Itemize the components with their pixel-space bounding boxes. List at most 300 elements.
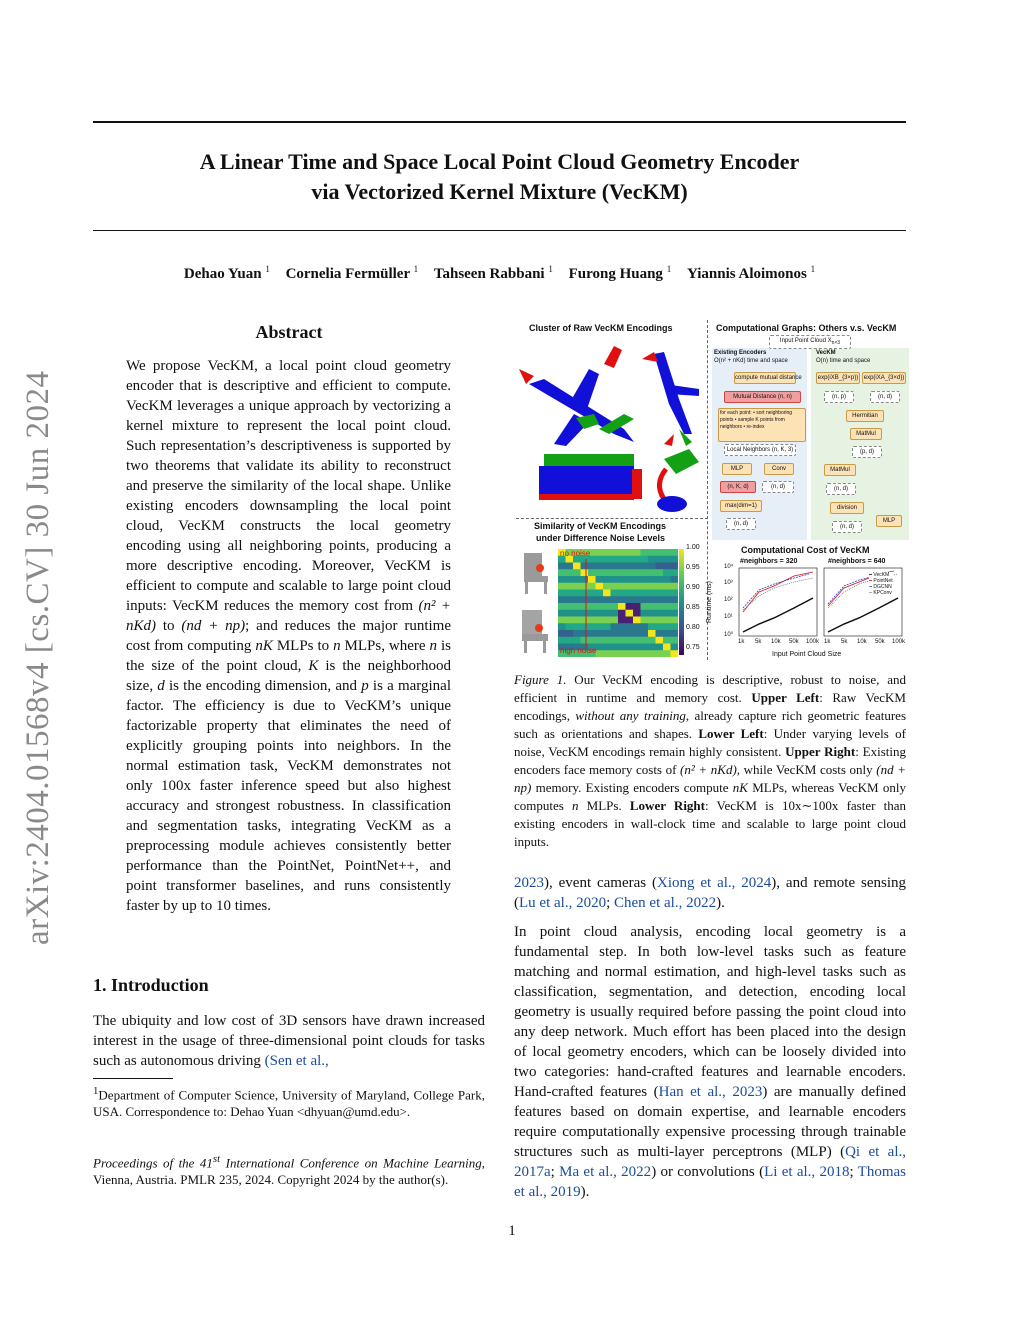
heatmap-cell (558, 623, 566, 630)
mlp-op-v: MLP (876, 515, 902, 527)
heatmap-cell (633, 556, 641, 563)
heatmap-cell (573, 637, 581, 644)
heatmap-cell (663, 617, 671, 624)
heatmap-cell (633, 630, 641, 637)
footnote-affiliation: $^1$Department of Computer Science, University of Maryland, College Park, USA. Correspondence to: Dehao Yuan <dhyuan@umd.edu>. (93, 1085, 485, 1120)
nd-output: (n, d) (726, 518, 756, 530)
heatmap-cell (618, 630, 626, 637)
footnote-proceedings: Proceedings of the 41st International Conference on Machine Learning, Vienna, Austria. PMLR 235, 2024. Copyright 2024 by the author(s). (93, 1153, 485, 1188)
heatmap-cell (611, 650, 619, 657)
heatmap-cell (618, 603, 626, 610)
heatmap-cell (566, 623, 574, 630)
heatmap-cell (588, 590, 596, 597)
heatmap-cell (618, 549, 626, 556)
heatmap-cell (558, 637, 566, 644)
heatmap-cell (581, 590, 589, 597)
heatmap-cell (611, 583, 619, 590)
local-neighbors-tensor: Local Neighbors (n, K, 3) (724, 444, 796, 456)
colorbar (679, 549, 684, 655)
nd-tensor: (n, d) (762, 481, 794, 493)
x-tick: 1k (738, 639, 745, 645)
heatmap-cell (641, 563, 649, 570)
heatmap-cell (671, 549, 679, 556)
heatmap-cell (558, 563, 566, 570)
citation-link[interactable]: Thomas et al., 2019 (514, 1164, 906, 1200)
title-line-2: via Vectorized Kernel Mixture (VecKM) (311, 179, 688, 204)
lower-left-title-1: Similarity of VecKM Encodings (534, 521, 667, 531)
heatmap-cell (648, 556, 656, 563)
panel-1 (739, 568, 817, 636)
heatmap-cell (596, 563, 604, 570)
right-paragraph-2: In point cloud analysis, encoding local geometry is a fundamental step. In both low-level tasks such as feature matching and normal estimation, and high-level tasks such as classification, segmentation, and detection, encoding local geometry is usually required before passing the point cloud into any deep network. Much effort has been placed into the design of local geometry encoders, which can be loosely divided into two categories: hand-crafted features and learnable encoders. Hand-crafted features (Han et al., 2023) are manually defined features based on domain expertise, and learnable encoders require computationally expensive processing through trainable structures such as multi-layer perceptrons (MLP) (Qi et al., 2017a; Ma et al., 2022) or convolutions (Li et al., 2018; Thomas et al., 2019). (514, 924, 907, 1200)
heatmap-cell (626, 576, 634, 583)
heatmap-cell (641, 637, 649, 644)
heatmap-cell (573, 617, 581, 624)
matmul-op-2: MatMul (824, 464, 856, 476)
colorbar-tick: 0.80 (686, 624, 700, 631)
heatmap-cell (626, 650, 634, 657)
matmul-op: MatMul (850, 428, 882, 440)
heatmap-cell (663, 637, 671, 644)
heatmap-cell (656, 563, 664, 570)
no-noise-label: no noise (560, 549, 591, 558)
series-veckm (743, 598, 813, 632)
heatmap-cell (611, 610, 619, 617)
x-tick: 5k (755, 639, 762, 645)
nkd-tensor: (n, K, d) (720, 481, 756, 493)
heatmap-cell (581, 603, 589, 610)
heatmap-cell (641, 650, 649, 657)
heatmap-cell (618, 650, 626, 657)
heatmap-cell (611, 590, 619, 597)
arxiv-watermark: arXiv:2404.01568v4 [cs.CV] 30 Jun 2024 (20, 370, 56, 945)
citation-link[interactable]: Han et al., 2023 (658, 1084, 763, 1100)
x-tick: 50k (789, 639, 799, 645)
heatmap-cell (566, 617, 574, 624)
heatmap-cell (633, 603, 641, 610)
heatmap-cell (558, 576, 566, 583)
heatmap-cell (603, 630, 611, 637)
query-point-marker-1 (536, 564, 544, 572)
heatmap-cell (641, 644, 649, 651)
citation-link[interactable]: Xiong et al., 2024 (657, 875, 772, 891)
heatmap-cell (618, 556, 626, 563)
heatmap-cell (641, 569, 649, 576)
heatmap-cell (656, 569, 664, 576)
heatmap-cell (656, 583, 664, 590)
author: Cornelia Fermüller $^1$ (285, 264, 419, 282)
heatmap-cell (558, 596, 566, 603)
right-paragraph-1: 2023), event cameras (Xiong et al., 2024), and remote sensing (Lu et al., 2020; Chen et al., 2022). (514, 875, 906, 911)
heatmap-cell (581, 610, 589, 617)
heatmap-cell (573, 610, 581, 617)
heatmap-cell (663, 576, 671, 583)
citation-link[interactable]: Lu et al., 2020 (519, 895, 607, 911)
heatmap-cell (626, 549, 634, 556)
author-list (93, 264, 906, 283)
heatmap-cell (611, 596, 619, 603)
heatmap-cell (656, 596, 664, 603)
title-line-1: A Linear Time and Space Local Point Cloud Geometry Encoder (199, 149, 800, 174)
airplane-shape-1 (519, 346, 634, 446)
heatmap-cell (611, 617, 619, 624)
heatmap-cell (656, 623, 664, 630)
heatmap-cell (671, 569, 679, 576)
series-veckm (828, 598, 898, 632)
y-tick: 10⁰ (724, 632, 734, 638)
heatmap-cell (641, 630, 649, 637)
heatmap-cell (581, 637, 589, 644)
exp-b-op: exp(iXB_{3×p}) (816, 372, 860, 384)
author: Furong Huang $^1$ (568, 264, 672, 282)
heatmap-cell (671, 617, 679, 624)
chart-legend (869, 572, 893, 596)
heatmap-cell (566, 590, 574, 597)
x-tick: 1k (824, 639, 831, 645)
heatmap-cell (611, 623, 619, 630)
heatmap-cell (633, 610, 641, 617)
heatmap-cell (641, 590, 649, 597)
heatmap-cell (596, 644, 604, 651)
heatmap-cell (626, 630, 634, 637)
colorbar-tick: 0.85 (686, 604, 700, 611)
heatmap-cell (656, 637, 664, 644)
heatmap-cell (626, 623, 634, 630)
heatmap-cell (618, 637, 626, 644)
heatmap-cell (663, 590, 671, 597)
heatmap-cell (573, 623, 581, 630)
legend-entry: ┅ KPConv (869, 590, 892, 596)
heatmap-cell (656, 630, 664, 637)
heatmap-cell (611, 549, 619, 556)
existing-cost: O(n² + nKd) time and space (714, 358, 788, 364)
heatmap-cell (618, 617, 626, 624)
heatmap-cell (603, 556, 611, 563)
heatmap-cell (648, 549, 656, 556)
heatmap-cell (566, 576, 574, 583)
heatmap-cell (633, 583, 641, 590)
heatmap-cell (596, 576, 604, 583)
heatmap-cell (671, 644, 679, 651)
heatmap-cell (633, 650, 641, 657)
heatmap-cell (558, 569, 566, 576)
heatmap-cell (641, 549, 649, 556)
x-tick: 50k (875, 639, 885, 645)
heatmap-cell (626, 596, 634, 603)
heatmap-cell (588, 563, 596, 570)
heatmap-cell (611, 630, 619, 637)
heatmap-cell (656, 644, 664, 651)
heatmap-cell (671, 590, 679, 597)
heatmap-cell (633, 644, 641, 651)
heatmap-cell (633, 549, 641, 556)
heatmap-cell (573, 583, 581, 590)
heatmap-cell (656, 617, 664, 624)
heatmap-cell (603, 563, 611, 570)
similarity-heatmap (558, 549, 678, 657)
lower-right-title: Computational Cost of VecKM (741, 545, 870, 555)
heatmap-cell (603, 617, 611, 624)
heatmap-cell (588, 623, 596, 630)
heatmap-cell (558, 590, 566, 597)
nd-tensor-3: (n, d) (832, 521, 862, 533)
citation-link[interactable]: (Sen et al., (264, 1053, 329, 1069)
heatmap-cell (648, 563, 656, 570)
lower-left-title-2: under Difference Noise Levels (536, 533, 666, 543)
heatmap-cell (656, 610, 664, 617)
heatmap-cell (626, 603, 634, 610)
heatmap-cell (656, 576, 664, 583)
heatmap-cell (648, 583, 656, 590)
series-kpconv (743, 578, 813, 610)
heatmap-cell (603, 623, 611, 630)
y-tick: 10³ (724, 580, 733, 586)
heatmap-cell (618, 583, 626, 590)
heatmap-cell (663, 644, 671, 651)
heatmap-cell (603, 590, 611, 597)
heatmap-cell (663, 650, 671, 657)
heatmap-cell (663, 569, 671, 576)
heatmap-cell (558, 630, 566, 637)
heatmap-cell (566, 610, 574, 617)
top-rule (93, 121, 906, 123)
heatmap-cell (596, 583, 604, 590)
author: Dehao Yuan $^1$ (183, 264, 270, 282)
heatmap-cell (596, 590, 604, 597)
heatmap-cell (581, 596, 589, 603)
heatmap-cell (656, 590, 664, 597)
neighbor-steps: for each point: • sort neighboring points • sample K points from neighbors • re-index (718, 408, 806, 442)
heatmap-cell (596, 650, 604, 657)
existing-encoders-label: Existing Encoders (714, 350, 767, 356)
heatmap-cell (588, 617, 596, 624)
heatmap-cell (603, 603, 611, 610)
heatmap-cell (611, 644, 619, 651)
upper-right-title: Computational Graphs: Others v.s. VecKM (716, 323, 897, 333)
heatmap-cell (618, 644, 626, 651)
heatmap-cell (663, 623, 671, 630)
intro-heading: 1. Introduction (93, 975, 209, 995)
author: Tahseen Rabbani $^1$ (433, 264, 553, 282)
heatmap-cell (596, 603, 604, 610)
heatmap-cell (573, 563, 581, 570)
exp-a-op: exp(iXA_{3×d}) (862, 372, 906, 384)
chair-noisy-icon (522, 610, 548, 653)
chair-icons (516, 548, 556, 658)
heatmap-cell (588, 630, 596, 637)
heatmap-cell (603, 650, 611, 657)
heatmap-cell (588, 576, 596, 583)
heatmap-cell (671, 603, 679, 610)
heatmap-cell (596, 549, 604, 556)
heatmap-cell (603, 576, 611, 583)
heatmap-cell (663, 583, 671, 590)
heatmap-cell (671, 650, 679, 657)
point-cloud-clusters (514, 334, 704, 514)
figure-1 (514, 318, 914, 663)
citation-link[interactable]: Li et al., 2018 (764, 1164, 850, 1180)
heatmap-cell (656, 650, 664, 657)
panel-2-title: #neighbors = 640 (828, 558, 886, 565)
heatmap-cell (566, 630, 574, 637)
heatmap-cell (618, 596, 626, 603)
heatmap-cell (633, 563, 641, 570)
heatmap-cell (656, 549, 664, 556)
heatmap-cell (626, 610, 634, 617)
heatmap-cell (603, 637, 611, 644)
heatmap-cell (558, 617, 566, 624)
heatmap-cell (626, 590, 634, 597)
heatmap-cell (618, 569, 626, 576)
heatmap-cell (626, 556, 634, 563)
legend-entry: ╍ DGCNN (869, 584, 892, 590)
heatmap-cell (648, 644, 656, 651)
heatmap-cell (626, 617, 634, 624)
y-tick: 10¹ (724, 614, 733, 620)
heatmap-cell (603, 644, 611, 651)
y-tick: 10² (724, 597, 733, 603)
heatmap-cell (633, 623, 641, 630)
mutual-distance-op: compute mutual distance (734, 372, 796, 384)
heatmap-cell (641, 610, 649, 617)
veckm-cost: O(n) time and space (816, 358, 871, 364)
heatmap-cell (671, 576, 679, 583)
heatmap-cell (573, 603, 581, 610)
series-dgcnn (743, 574, 809, 608)
heatmap-cell (626, 563, 634, 570)
heatmap-cell (581, 576, 589, 583)
heatmap-cell (566, 569, 574, 576)
footnote-rule (93, 1078, 173, 1079)
heatmap-cell (611, 603, 619, 610)
heatmap-cell (596, 556, 604, 563)
heatmap-cell (648, 603, 656, 610)
heatmap-cell (573, 596, 581, 603)
page-number: 1 (508, 1223, 516, 1239)
citation-link[interactable]: 2023 (514, 875, 544, 891)
heatmap-cell (633, 569, 641, 576)
heatmap-cell (671, 630, 679, 637)
heatmap-cell (588, 603, 596, 610)
heatmap-cell (671, 637, 679, 644)
mutual-distance-tensor: Mutual Distance (n, n) (724, 391, 801, 403)
bench-shape (539, 454, 642, 500)
colorbar-tick: 0.90 (686, 584, 700, 591)
heatmap-cell (566, 603, 574, 610)
heatmap-cell (573, 590, 581, 597)
heatmap-cell (641, 576, 649, 583)
heatmap-cell (566, 583, 574, 590)
heatmap-cell (588, 583, 596, 590)
upper-left-title: Cluster of Raw VecKM Encodings (529, 323, 673, 333)
heatmap-cell (641, 596, 649, 603)
heatmap-cell (633, 637, 641, 644)
heatmap-cell (626, 644, 634, 651)
heatmap-cell (663, 596, 671, 603)
heatmap-cell (611, 556, 619, 563)
heatmap-cell (641, 617, 649, 624)
heatmap-cell (626, 569, 634, 576)
heatmap-cell (611, 563, 619, 570)
heatmap-cell (611, 637, 619, 644)
abstract-body: We propose VecKM, a local point cloud geometry encoder that is descriptive and efficient to compute. VecKM leverages a unique approach by vectorizing a kernel mixture to represent the local point cloud. Such representation’s descriptiveness is supported by two theorems that validate its ability to reconstruct and preserve the similarity of the local shape. Unlike existing encoders downsampling the local point cloud, VecKM constructs the local geometry encoding using all neighboring points, producing a more descriptive encoding. Moreover, VecKM is efficient to compute and scalable to large point cloud inputs: VecKM reduces the memory cost from (n² + nKd) to (nd + np); and reduces the major runtime cost from computing nK MLPs to n MLPs, where n is the size of the point cloud, K is the neighborhood size, d is the encoding dimension, and p is a marginal factor. The efficiency is due to VecKM’s unique factorizable property that eliminates the need of explicitly grouping points into neighbors. In the normal estimation task, VecKM demonstrates not only 100x faster inference speed but also highest accuracy and strongest robustness. In classification and segmentation tasks, integrating VecKM as a preprocessing module achieves consistently better performance than the PointNet, PointNet++, and point transformer baselines, and runs consistently faster by up to 10 times. (126, 358, 452, 914)
heatmap-cell (671, 610, 679, 617)
heatmap-cell (656, 603, 664, 610)
x-tick: 100k (892, 639, 906, 645)
heatmap-cell (663, 603, 671, 610)
heatmap-cell (603, 596, 611, 603)
mlp-op: MLP (722, 463, 752, 475)
heatmap-cell (596, 610, 604, 617)
heatmap-cell (648, 590, 656, 597)
heatmap-cell (648, 596, 656, 603)
figure-caption: Figure 1. Our VecKM encoding is descriptive, robust to noise, and efficient in runtime and memory cost. Upper Left: Raw VecKM encodings, without any training, already capture rich geometric features such as orientations and shapes. Lower Left: Under varying levels of noise, VecKM encodings remain highly consistent. Upper Right: Existing encoders face memory costs of (n² + nKd), while VecKM costs only (nd + np) memory. Existing encoders compute nK MLPs, whereas VecKM only computes n MLPs. Lower Right: VecKM is 10x∼100x faster than existing encoders in wall-clock time and scalable to large point cloud inputs. (514, 672, 907, 849)
veckm-label: VecKM (816, 350, 836, 356)
conv-op: Conv (764, 463, 794, 475)
heatmap-cell (648, 650, 656, 657)
heatmap-cell (581, 630, 589, 637)
heatmap-cell (633, 576, 641, 583)
heatmap-cell (633, 596, 641, 603)
input-point-cloud-box: Input Point Cloud $X_{n\times 3}$ (769, 335, 851, 349)
heatmap-cell (663, 610, 671, 617)
x-tick: 10k (771, 639, 781, 645)
chair-clean-icon (524, 553, 548, 594)
colorbar-tick: 1.00 (686, 544, 700, 551)
heatmap-cell (648, 610, 656, 617)
heatmap-cell (558, 583, 566, 590)
nd-tensor-2: (n, d) (826, 483, 856, 495)
heatmap-cell (596, 623, 604, 630)
heatmap-cell (663, 556, 671, 563)
citation-link[interactable]: Chen et al., 2022 (614, 895, 717, 911)
colorbar-tick: 0.75 (686, 644, 700, 651)
heatmap-cell (611, 569, 619, 576)
heatmap-cell (581, 623, 589, 630)
legend-entry: ━ VecKM (869, 572, 890, 578)
heatmap-cell (648, 630, 656, 637)
heatmap-cell (663, 630, 671, 637)
heatmap-cell (596, 569, 604, 576)
heatmap-cell (581, 583, 589, 590)
figure-divider-horizontal (516, 518, 708, 520)
max-op: max(dim=1) (720, 500, 762, 512)
heatmap-cell (603, 569, 611, 576)
query-point-marker-2 (535, 624, 543, 632)
x-tick: 100k (806, 639, 820, 645)
heatmap-cell (663, 549, 671, 556)
citation-link[interactable]: Qi et al., 2017a (514, 1144, 907, 1180)
heatmap-cell (588, 610, 596, 617)
heatmap-cell (633, 590, 641, 597)
heatmap-cell (566, 637, 574, 644)
heatmap-cell (671, 596, 679, 603)
heatmap-cell (596, 630, 604, 637)
heatmap-cell (596, 596, 604, 603)
heatmap-cell (558, 610, 566, 617)
x-tick: 5k (841, 639, 848, 645)
panel-1-title: #neighbors = 320 (740, 558, 798, 565)
heatmap-cell (648, 637, 656, 644)
heatmap-cell (566, 563, 574, 570)
heatmap-cell (596, 637, 604, 644)
citation-link[interactable]: Ma et al., 2022 (559, 1164, 652, 1180)
airplane-shape-2 (642, 352, 699, 446)
y-tick: 10⁴ (724, 564, 734, 570)
heatmap-cell (671, 556, 679, 563)
heatmap-cell (618, 563, 626, 570)
heatmap-cell (671, 583, 679, 590)
